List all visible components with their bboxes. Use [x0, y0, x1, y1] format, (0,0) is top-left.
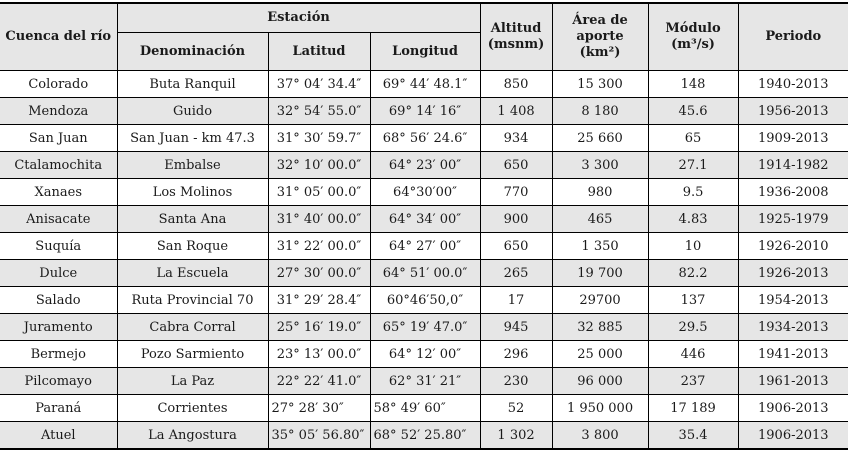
cell-basin: Salado — [0, 287, 117, 314]
cell-period: 1956-2013 — [738, 98, 848, 125]
cell-altitude: 1 302 — [480, 422, 552, 450]
cell-altitude: 230 — [480, 368, 552, 395]
header-module: Módulo (m³/s) — [648, 3, 738, 71]
cell-area: 980 — [552, 179, 648, 206]
cell-station: Pozo Sarmiento — [117, 341, 268, 368]
table-header — [0, 3, 848, 71]
cell-latitude: 31° 29′ 28.4″ — [268, 287, 370, 314]
cell-basin: Pilcomayo — [0, 368, 117, 395]
cell-station: Ruta Provincial 70 — [117, 287, 268, 314]
cell-station: La Escuela — [117, 260, 268, 287]
table-body — [0, 71, 848, 450]
table-row — [0, 179, 848, 206]
cell-area: 19 700 — [552, 260, 648, 287]
cell-latitude: 31° 30′ 59.7″ — [268, 125, 370, 152]
cell-module: 137 — [648, 287, 738, 314]
cell-altitude: 650 — [480, 152, 552, 179]
cell-module: 35.4 — [648, 422, 738, 450]
cell-area: 8 180 — [552, 98, 648, 125]
table-row — [0, 233, 848, 260]
cell-altitude: 296 — [480, 341, 552, 368]
cell-basin: Xanaes — [0, 179, 117, 206]
header-altitude: Altitud (msnm) — [480, 3, 552, 71]
table-row — [0, 341, 848, 368]
cell-area: 29700 — [552, 287, 648, 314]
header-area: Área de aporte (km²) — [552, 3, 648, 71]
cell-period: 1936-2008 — [738, 179, 848, 206]
table-row — [0, 395, 848, 422]
cell-latitude: 27° 28′ 30″ — [268, 395, 370, 422]
cell-period: 1954-2013 — [738, 287, 848, 314]
cell-altitude: 1 408 — [480, 98, 552, 125]
cell-basin: Atuel — [0, 422, 117, 450]
cell-station: Buta Ranquil — [117, 71, 268, 98]
cell-altitude: 945 — [480, 314, 552, 341]
header-latitude: Latitud — [268, 33, 370, 71]
cell-period: 1926-2010 — [738, 233, 848, 260]
cell-altitude: 850 — [480, 71, 552, 98]
cell-latitude: 25° 16′ 19.0″ — [268, 314, 370, 341]
cell-latitude: 31° 40′ 00.0″ — [268, 206, 370, 233]
cell-longitude: 62° 31′ 21″ — [370, 368, 480, 395]
header-basin: Cuenca del río — [0, 3, 117, 71]
cell-period: 1914-1982 — [738, 152, 848, 179]
cell-basin: Juramento — [0, 314, 117, 341]
table-row — [0, 206, 848, 233]
cell-area: 3 300 — [552, 152, 648, 179]
cell-area: 25 660 — [552, 125, 648, 152]
cell-module: 45.6 — [648, 98, 738, 125]
cell-period: 1925-1979 — [738, 206, 848, 233]
cell-longitude: 64° 34′ 00″ — [370, 206, 480, 233]
cell-period: 1934-2013 — [738, 314, 848, 341]
cell-latitude: 32° 54′ 55.0″ — [268, 98, 370, 125]
cell-latitude: 27° 30′ 00.0″ — [268, 260, 370, 287]
cell-module: 446 — [648, 341, 738, 368]
cell-longitude: 68° 52′ 25.80″ — [370, 422, 480, 450]
cell-area: 25 000 — [552, 341, 648, 368]
cell-altitude: 900 — [480, 206, 552, 233]
cell-longitude: 69° 44′ 48.1″ — [370, 71, 480, 98]
cell-area: 1 350 — [552, 233, 648, 260]
cell-longitude: 60°46′50,0″ — [370, 287, 480, 314]
cell-module: 82.2 — [648, 260, 738, 287]
cell-basin: Bermejo — [0, 341, 117, 368]
cell-latitude: 35° 05′ 56.80″ — [268, 422, 370, 450]
cell-basin: Mendoza — [0, 98, 117, 125]
cell-station: Los Molinos — [117, 179, 268, 206]
cell-basin: Paraná — [0, 395, 117, 422]
header-station-name: Denominación — [117, 33, 268, 71]
cell-latitude: 23° 13′ 00.0″ — [268, 341, 370, 368]
cell-period: 1926-2013 — [738, 260, 848, 287]
cell-longitude: 64° 27′ 00″ — [370, 233, 480, 260]
cell-area: 32 885 — [552, 314, 648, 341]
cell-latitude: 32° 10′ 00.0″ — [268, 152, 370, 179]
cell-latitude: 31° 22′ 00.0″ — [268, 233, 370, 260]
cell-module: 27.1 — [648, 152, 738, 179]
cell-period: 1906-2013 — [738, 422, 848, 450]
cell-station: Corrientes — [117, 395, 268, 422]
table-row — [0, 422, 848, 450]
cell-longitude: 65° 19′ 47.0″ — [370, 314, 480, 341]
header-period: Periodo — [738, 3, 848, 71]
cell-module: 65 — [648, 125, 738, 152]
table-row — [0, 98, 848, 125]
cell-altitude: 17 — [480, 287, 552, 314]
cell-basin: Ctalamochita — [0, 152, 117, 179]
cell-longitude: 64°30′00″ — [370, 179, 480, 206]
cell-altitude: 934 — [480, 125, 552, 152]
cell-altitude: 52 — [480, 395, 552, 422]
cell-station: Embalse — [117, 152, 268, 179]
cell-basin: Dulce — [0, 260, 117, 287]
cell-station: La Angostura — [117, 422, 268, 450]
cell-area: 3 800 — [552, 422, 648, 450]
cell-area: 465 — [552, 206, 648, 233]
cell-longitude: 69° 14′ 16″ — [370, 98, 480, 125]
cell-longitude: 64° 12′ 00″ — [370, 341, 480, 368]
cell-area: 96 000 — [552, 368, 648, 395]
cell-latitude: 37° 04′ 34.4″ — [268, 71, 370, 98]
cell-basin: San Juan — [0, 125, 117, 152]
cell-altitude: 265 — [480, 260, 552, 287]
cell-module: 9.5 — [648, 179, 738, 206]
table-row — [0, 368, 848, 395]
cell-module: 10 — [648, 233, 738, 260]
cell-station: Santa Ana — [117, 206, 268, 233]
cell-module: 148 — [648, 71, 738, 98]
cell-module: 29.5 — [648, 314, 738, 341]
cell-period: 1909-2013 — [738, 125, 848, 152]
cell-station: San Juan - km 47.3 — [117, 125, 268, 152]
cell-period: 1906-2013 — [738, 395, 848, 422]
cell-station: Cabra Corral — [117, 314, 268, 341]
cell-basin: Suquía — [0, 233, 117, 260]
cell-period: 1941-2013 — [738, 341, 848, 368]
river-stations-table — [0, 2, 848, 450]
cell-latitude: 22° 22′ 41.0″ — [268, 368, 370, 395]
cell-module: 4.83 — [648, 206, 738, 233]
table-row — [0, 287, 848, 314]
cell-basin: Colorado — [0, 71, 117, 98]
cell-latitude: 31° 05′ 00.0″ — [268, 179, 370, 206]
cell-station: Guido — [117, 98, 268, 125]
cell-module: 237 — [648, 368, 738, 395]
table-row — [0, 125, 848, 152]
cell-station: La Paz — [117, 368, 268, 395]
cell-altitude: 770 — [480, 179, 552, 206]
table-row — [0, 71, 848, 98]
table-row — [0, 260, 848, 287]
cell-period: 1961-2013 — [738, 368, 848, 395]
cell-area: 1 950 000 — [552, 395, 648, 422]
cell-area: 15 300 — [552, 71, 648, 98]
header-station-group: Estación — [117, 3, 480, 33]
cell-longitude: 64° 23′ 00″ — [370, 152, 480, 179]
cell-longitude: 64° 51′ 00.0″ — [370, 260, 480, 287]
cell-period: 1940-2013 — [738, 71, 848, 98]
table-row — [0, 314, 848, 341]
cell-station: San Roque — [117, 233, 268, 260]
header-longitude: Longitud — [370, 33, 480, 71]
cell-longitude: 68° 56′ 24.6″ — [370, 125, 480, 152]
cell-module: 17 189 — [648, 395, 738, 422]
cell-altitude: 650 — [480, 233, 552, 260]
cell-basin: Anisacate — [0, 206, 117, 233]
cell-longitude: 58° 49′ 60″ — [370, 395, 480, 422]
table-row — [0, 152, 848, 179]
